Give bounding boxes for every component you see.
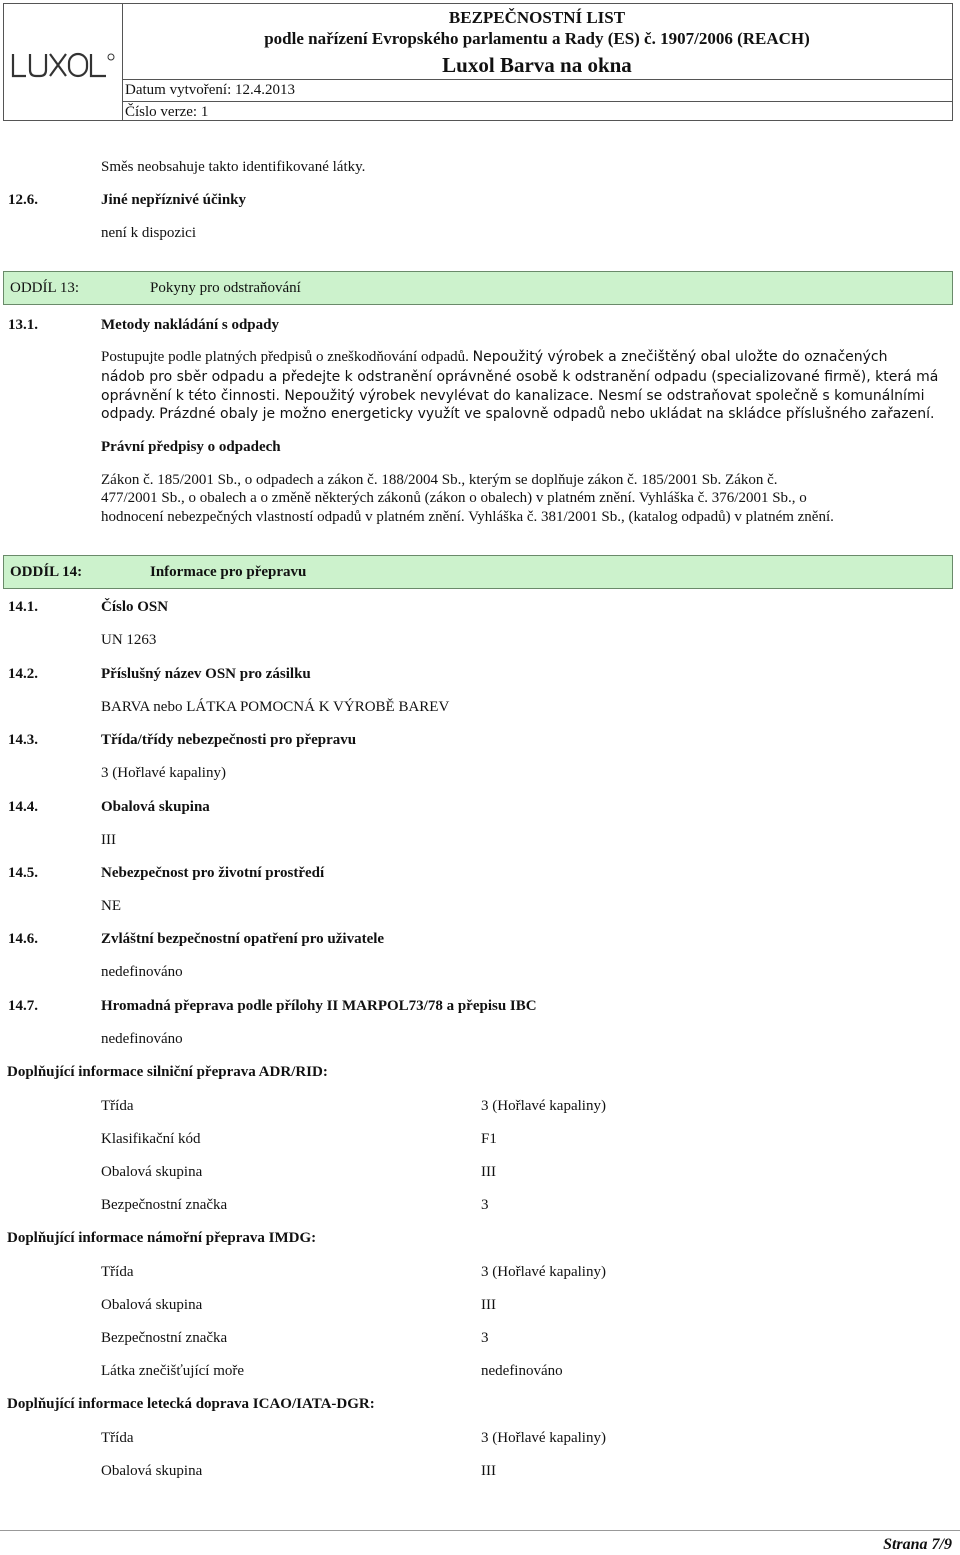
waste-text-part: odpady. [101,406,156,422]
subsection-number: 14.4. [8,799,38,815]
subsection-heading: Obalová skupina [101,799,210,815]
legal-text-line: Zákon č. 185/2001 Sb., o odpadech a zákon č. 188/2004 Sb., kterým se doplňuje zákon č. 185/2001 Sb. Zákon č. [101,472,778,488]
subsection-number: 14.7. [8,998,38,1014]
section-number: ODDÍL 14: [10,564,83,580]
adr-value: 3 [481,1197,489,1213]
sds-title: BEZPEČNOSTNÍ LIST [448,8,626,27]
subsection-heading: Číslo OSN [101,599,169,615]
no-identified-substances: Směs neobsahuje takto identifikované látky. [101,159,366,175]
imdg-key: Obalová skupina [101,1297,203,1313]
subsection-number: 14.1. [8,599,38,615]
product-name: Luxol Barva na okna [442,53,632,77]
icao-key: Obalová skupina [101,1463,203,1479]
subsection-number: 12.6. [8,192,38,208]
subsection-number: 14.2. [8,666,38,682]
header-divider [122,79,952,80]
subsection-number: 14.5. [8,865,38,881]
imdg-key: Třída [101,1264,134,1280]
document-header [3,3,953,121]
logo-cell [4,4,123,120]
waste-text-line: nádob pro sběr odpadu a předejte k odstranění oprávněné osobě k odstranění odpadu (specializované firmě), která má [101,369,939,385]
subsection-value: NE [101,898,121,914]
adr-key: Bezpečnostní značka [101,1197,228,1213]
icao-value: III [481,1463,496,1479]
subsection-number: 14.3. [8,732,38,748]
imdg-value: 3 [481,1330,489,1346]
icao-heading: Doplňující informace letecká doprava ICAO/IATA-DGR: [7,1396,375,1412]
subsection-value: III [101,832,116,848]
section-title: Pokyny pro odstraňování [150,280,301,296]
waste-text-part: Postupujte podle platných předpisů o zneškodňování odpadů. [101,349,469,365]
subsection-value: BARVA nebo LÁTKA POMOCNÁ K VÝROBĚ BAREV [101,699,450,715]
section-14-bar [3,555,953,589]
subsection-number: 13.1. [8,317,38,333]
page-number: Strana 7/9 [883,1536,952,1553]
subsection-value: 3 (Hořlavé kapaliny) [101,765,226,781]
subsection-heading: Zvláštní bezpečnostní opatření pro uživatele [101,931,385,947]
subsection-value: nedefinováno [101,964,183,980]
waste-text-part: Prázdné obaly je možno energeticky využít ve spalovně odpadů nebo ukládat na skládce příslušného zařazení. [159,406,935,422]
adr-value: 3 (Hořlavé kapaliny) [481,1098,606,1114]
legal-text-line: hodnocení nebezpečných vlastností odpadů v platném znění. Vyhláška č. 381/2001 Sb., (katalog odpadů) v platném znění. [101,509,834,525]
subsection-heading: Hromadná přeprava podle přílohy II MARPOL73/78 a přepisu IBC [101,998,537,1014]
waste-text-line [101,406,934,423]
legal-text-line: 477/2001 Sb., o obalech a o změně některých zákonů (zákon o obalech) v platném znění. Vyhláška č. 376/2001 Sb., o [101,490,807,506]
imdg-key: Látka znečišťující moře [101,1363,245,1379]
section-title: Informace pro přepravu [150,564,307,580]
footer-divider [0,1530,960,1531]
waste-text-line: oprávnění k této činnosti. Nepoužitý výrobek nevylévat do kanalizace. Nesmí se odstraňovat společně s komunálními [101,388,925,404]
subsection-value: UN 1263 [101,632,157,648]
waste-text-line [101,349,888,366]
section-number: ODDÍL 13: [10,280,80,296]
subsection-heading: Příslušný název OSN pro zásilku [101,666,311,682]
adr-key: Třída [101,1098,134,1114]
version-number: Číslo verze: 1 [125,104,209,120]
subsection-value: není k dispozici [101,225,196,241]
imdg-key: Bezpečnostní značka [101,1330,228,1346]
subsection-number: 14.6. [8,931,38,947]
adr-heading: Doplňující informace silniční přeprava ADR/RID: [7,1064,328,1080]
adr-value: F1 [481,1131,497,1147]
adr-key: Klasifikační kód [101,1131,201,1147]
waste-text-part: Nepoužitý výrobek a znečištěný obal uložte do označených [472,349,888,365]
adr-value: III [481,1164,496,1180]
icao-value: 3 (Hořlavé kapaliny) [481,1430,606,1446]
regulation-line: podle nařízení Evropského parlamentu a Rady (ES) č. 1907/2006 (REACH) [264,29,810,48]
luxol-logo [10,48,116,82]
subsection-heading: Jiné nepříznivé účinky [101,192,247,208]
creation-date: Datum vytvoření: 12.4.2013 [125,82,295,98]
imdg-value: 3 (Hořlavé kapaliny) [481,1264,606,1280]
legal-heading: Právní předpisy o odpadech [101,439,281,455]
imdg-value: nedefinováno [481,1363,563,1379]
subsection-heading: Třída/třídy nebezpečnosti pro přepravu [101,732,357,748]
imdg-heading: Doplňující informace námořní přeprava IMDG: [7,1230,317,1246]
section-13-bar [3,271,953,305]
adr-key: Obalová skupina [101,1164,203,1180]
subsection-value: nedefinováno [101,1031,183,1047]
imdg-value: III [481,1297,496,1313]
header-divider [122,101,952,102]
icao-key: Třída [101,1430,134,1446]
subsection-heading: Nebezpečnost pro životní prostředí [101,865,325,881]
subsection-heading: Metody nakládání s odpady [101,317,279,333]
